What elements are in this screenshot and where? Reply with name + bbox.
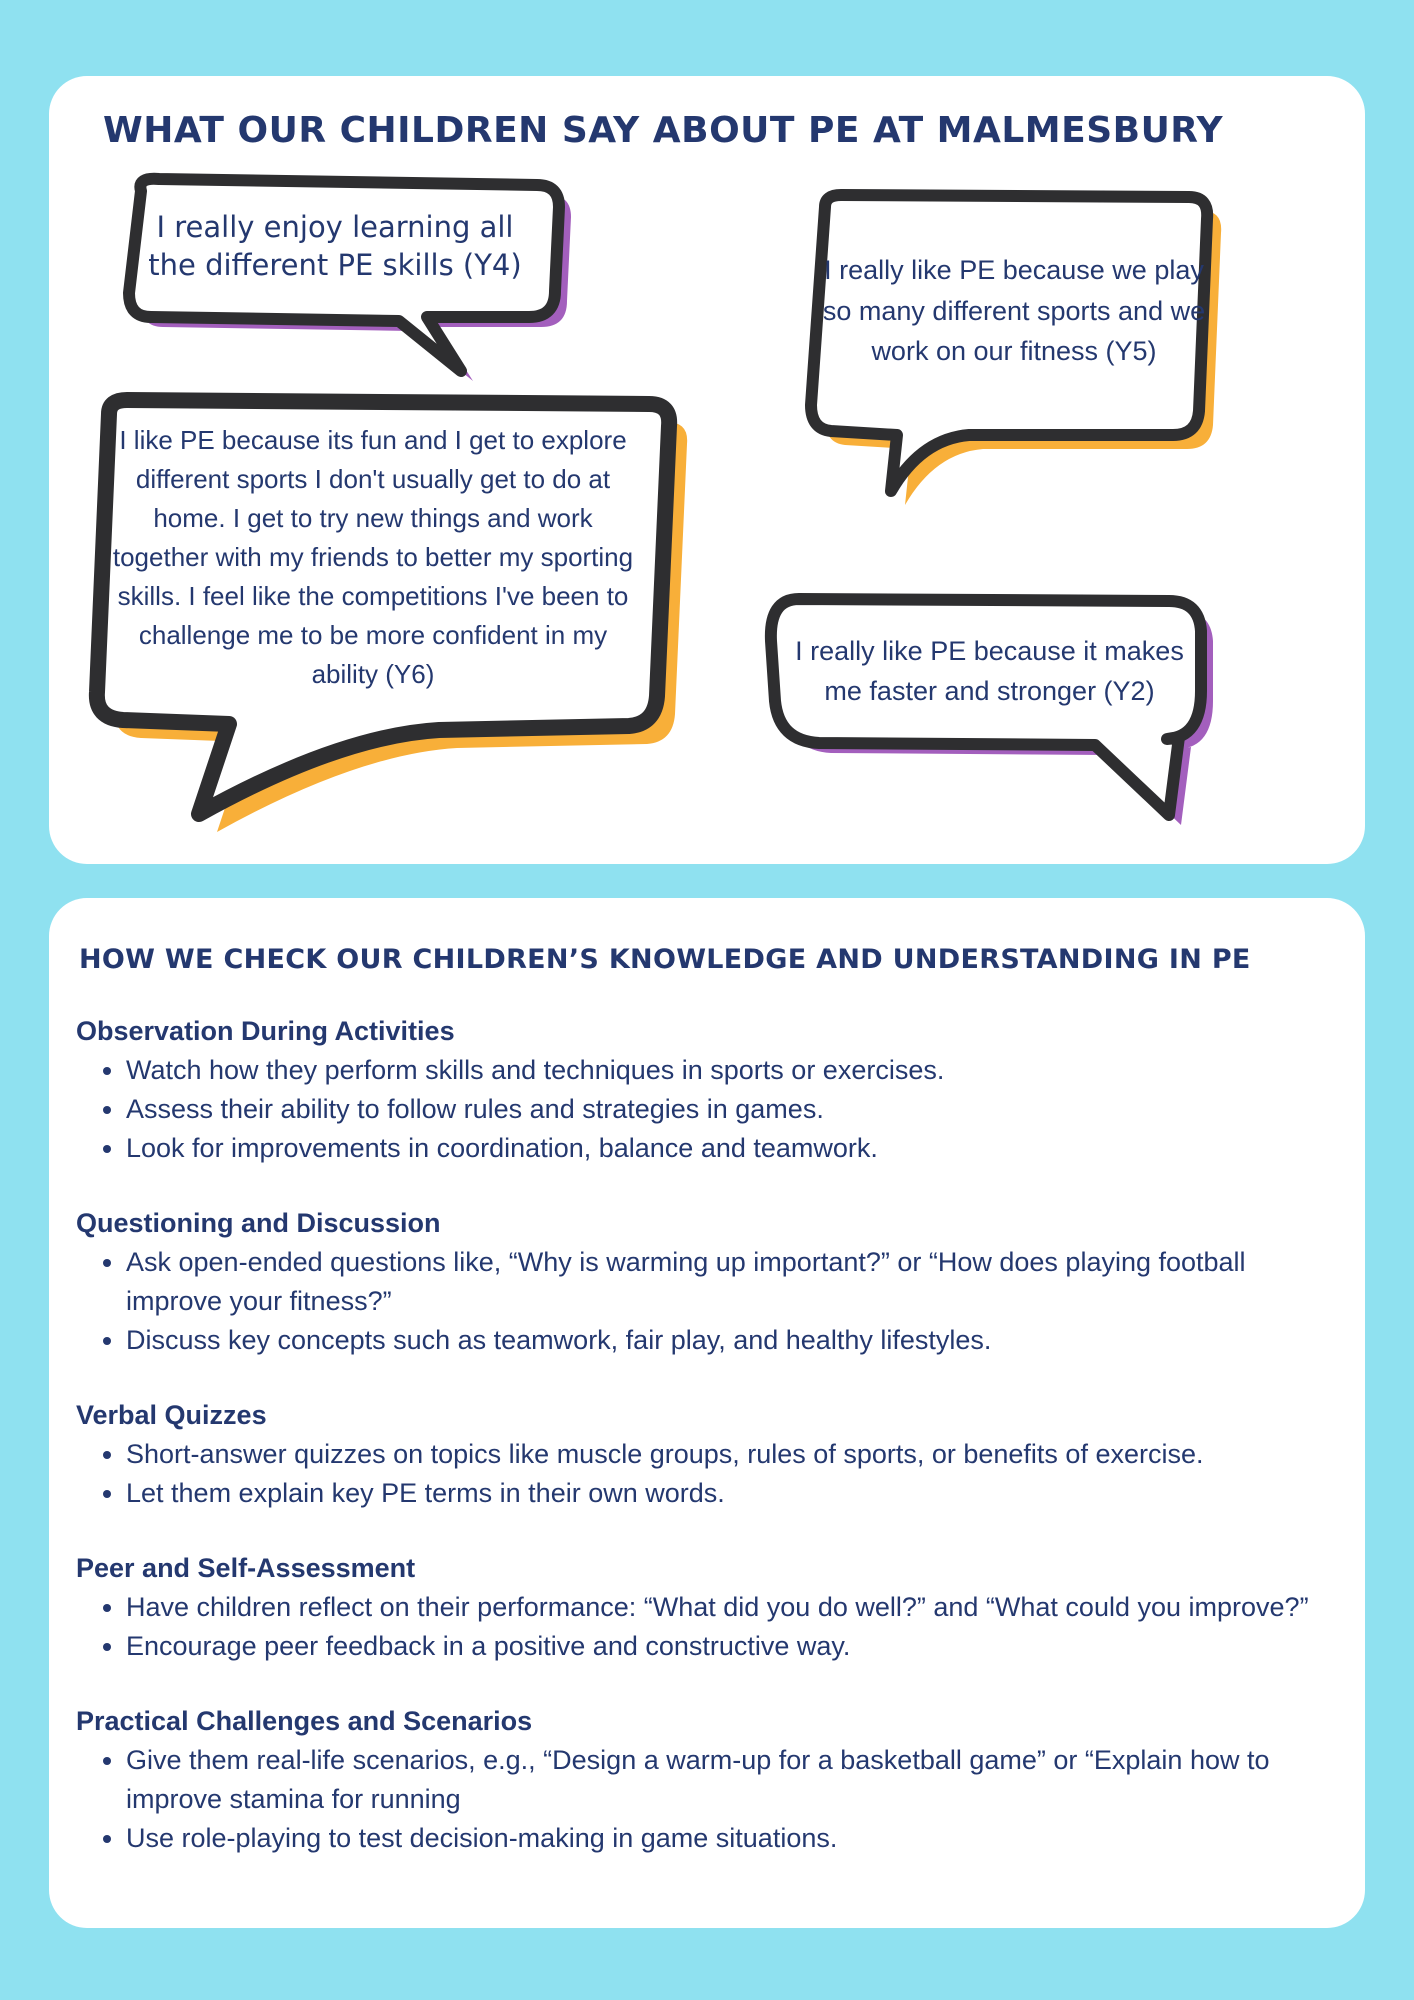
section-verbal-quizzes xyxy=(76,1400,1346,1513)
list-item: • Have children reflect on their performance: “What did you do well?” and “What could you improve?” xyxy=(126,1588,1346,1627)
assessment-sections xyxy=(76,1016,1346,1898)
bubble-text-y4: I really enjoy learning all the different PE skills (Y4) xyxy=(148,210,522,282)
list-item: • Encourage peer feedback in a positive and constructive way. xyxy=(126,1627,1346,1666)
bullet-list xyxy=(76,1435,1346,1513)
section-heading: Observation During Activities xyxy=(76,1016,455,1046)
section-heading: Peer and Self-Assessment xyxy=(76,1553,416,1583)
list-item: • Let them explain key PE terms in their own words. xyxy=(126,1474,1346,1513)
quotes-title: WHAT OUR CHILDREN SAY ABOUT PE AT MALMESBURY xyxy=(103,110,1224,151)
list-item: • Give them real-life scenarios, e.g., “Design a warm-up for a basketball game” or “Explain how to improve stamina for running xyxy=(126,1741,1346,1819)
list-item: • Discuss key concepts such as teamwork, fair play, and healthy lifestyles. xyxy=(126,1321,1346,1360)
section-heading: Verbal Quizzes xyxy=(76,1400,267,1430)
list-item: • Watch how they perform skills and techniques in sports or exercises. xyxy=(126,1051,1346,1090)
bullet-list xyxy=(76,1243,1346,1360)
bubble-text-y6: I like PE because its fun and I get to explore different sports I don't usually get to do at home. I get to try new things and work together with my friends to better my sporting skills. I feel like the competitions I've been to challenge me to be more confident in my ability (Y6) xyxy=(112,424,634,689)
section-heading: Practical Challenges and Scenarios xyxy=(76,1706,533,1736)
section-practical-challenges xyxy=(76,1706,1346,1858)
list-item: • Short-answer quizzes on topics like muscle groups, rules of sports, or benefits of exercise. xyxy=(126,1435,1346,1474)
section-questioning xyxy=(76,1208,1346,1360)
bubble-text-y2: I really like PE because it makes me faster and stronger (Y2) xyxy=(795,635,1184,706)
list-item: • Assess their ability to follow rules and strategies in games. xyxy=(126,1090,1346,1129)
section-heading: Questioning and Discussion xyxy=(76,1208,441,1238)
bubble-text-y5: I really like PE because we play so many different sports and we work on our fitness (Y5) xyxy=(822,255,1206,367)
bullet-list xyxy=(76,1741,1346,1858)
knowledge-card xyxy=(49,898,1365,1928)
knowledge-title: HOW WE CHECK OUR CHILDREN’S KNOWLEDGE AND UNDERSTANDING IN PE xyxy=(79,944,1251,975)
list-item: • Ask open-ended questions like, “Why is warming up important?” or “How does playing football improve your fitness?” xyxy=(126,1243,1346,1321)
list-item: • Look for improvements in coordination, balance and teamwork. xyxy=(126,1129,1346,1168)
bullet-list xyxy=(76,1588,1346,1666)
quotes-card xyxy=(49,76,1365,864)
section-peer-assessment xyxy=(76,1553,1346,1666)
list-item: • Use role-playing to test decision-making in game situations. xyxy=(126,1819,1346,1858)
bullet-list xyxy=(76,1051,1346,1168)
section-observation xyxy=(76,1016,1346,1168)
